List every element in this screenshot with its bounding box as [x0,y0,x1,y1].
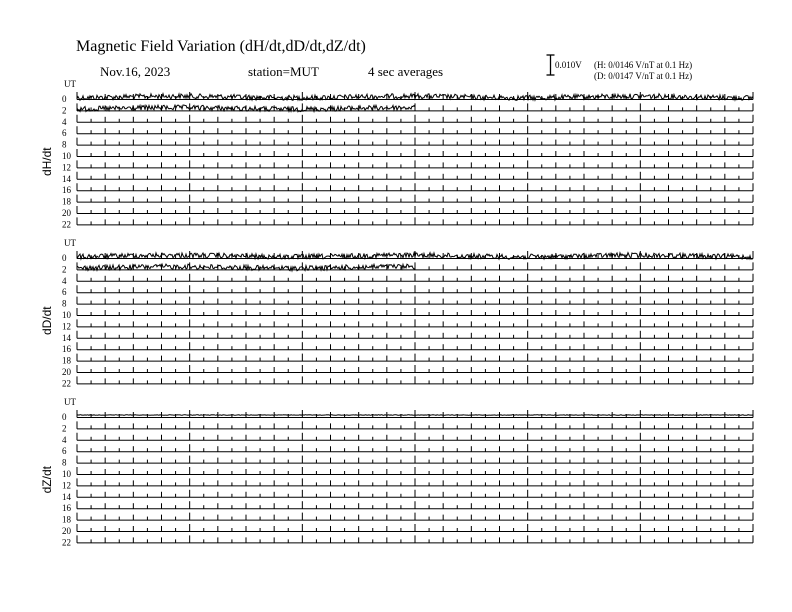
hour-tick-label: 16 [62,503,71,514]
hour-tick-label: 20 [62,208,71,218]
hour-tick-label: 18 [62,355,71,366]
panel-ylabel: dH/dt [40,147,54,177]
hour-tick-label: 20 [62,526,71,536]
hour-tick-label: 10 [62,469,71,479]
hour-tick-label: 8 [62,457,67,468]
hour-tick-label: 6 [62,446,67,457]
hour-tick-label: 2 [62,105,67,116]
panel-ylabel: dZ/dt [40,466,54,494]
panel-ylabel: dD/dt [40,306,54,336]
scale-d-note: (D: 0/0147 V/nT at 0.1 Hz) [594,71,693,81]
hour-tick-label: 4 [62,434,67,445]
hour-tick-label: 22 [62,219,71,230]
hour-tick-label: 22 [62,537,71,548]
hour-tick-label: 14 [62,332,71,343]
date-label: Nov.16, 2023 [100,64,171,79]
hour-tick-label: 2 [62,264,67,275]
hour-tick-label: 20 [62,367,71,377]
scale-value: 0.010V [555,60,582,70]
ut-axis-caption: UT [64,238,76,248]
ut-axis-caption: UT [64,397,76,407]
station-label: station=MUT [248,64,319,79]
hour-tick-label: 6 [62,128,67,139]
averaging-label: 4 sec averages [368,64,444,79]
hour-tick-label: 6 [62,287,67,298]
hour-tick-label: 16 [62,344,71,355]
hour-tick-label: 22 [62,378,71,389]
hour-tick-label: 0 [62,412,67,422]
hour-tick-label: 12 [62,321,71,332]
hour-tick-label: 8 [62,139,67,150]
hour-tick-label: 0 [62,253,67,263]
hour-tick-label: 10 [62,151,71,161]
hour-tick-label: 12 [62,162,71,173]
hour-tick-label: 18 [62,196,71,207]
trace-line [77,415,753,416]
hour-tick-label: 10 [62,310,71,320]
hour-tick-label: 14 [62,173,71,184]
hour-tick-label: 2 [62,423,67,434]
hour-tick-label: 4 [62,275,67,286]
scale-h-note: (H: 0/0146 V/nT at 0.1 Hz) [594,60,693,70]
hour-tick-label: 8 [62,298,67,309]
hour-tick-label: 12 [62,480,71,491]
hour-tick-label: 18 [62,514,71,525]
hour-tick-label: 14 [62,491,71,502]
hour-tick-label: 0 [62,94,67,104]
hour-tick-label: 4 [62,116,67,127]
chart-title: Magnetic Field Variation (dH/dt,dD/dt,dZ/dt) [76,38,366,55]
hour-tick-label: 16 [62,185,71,196]
ut-axis-caption: UT [64,79,76,89]
